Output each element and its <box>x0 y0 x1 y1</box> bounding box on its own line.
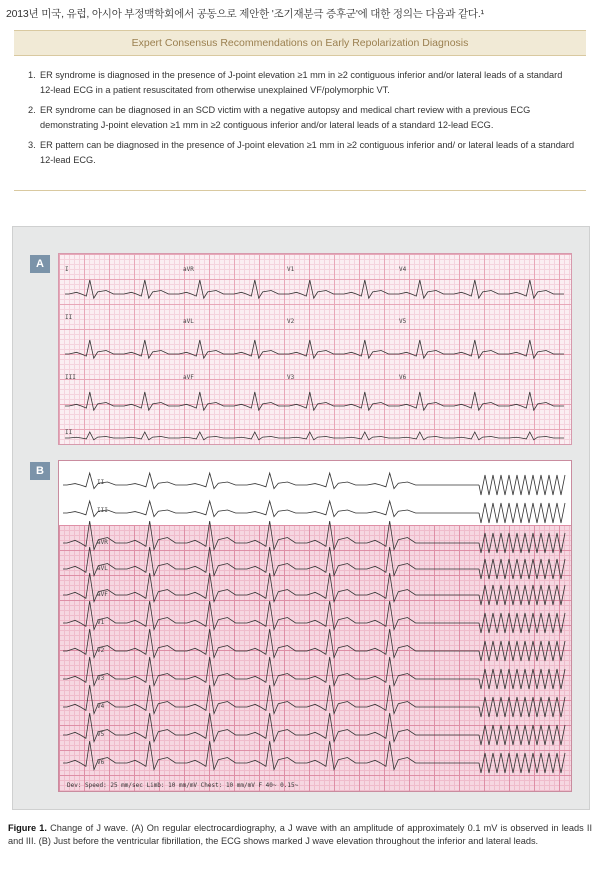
consensus-box <box>14 30 586 191</box>
ecg-b-vf-trace <box>479 503 565 523</box>
ecg-b-vf-trace <box>479 669 565 689</box>
ecg-a-trace <box>65 340 564 358</box>
ecg-b-vf-trace <box>479 533 565 553</box>
item-text: ER pattern can be diagnosed in the presence of J-point elevation ≥1 mm in ≥2 contiguous inferior and/ or lateral leads of a standard 12-lead ECG. <box>40 140 575 165</box>
ecg-b-traces <box>59 461 571 791</box>
consensus-title: Expert Consensus Recommendations on Early Repolarization Diagnosis <box>14 30 586 56</box>
consensus-item <box>28 138 576 168</box>
panel-a-label: A <box>30 255 50 273</box>
figure-caption <box>8 822 592 848</box>
lead-label: V1 <box>97 619 105 626</box>
ecg-b-footer: Dev: Speed: 25 mm/sec Limb: 10 mm/mV Chest: 10 mm/mV F 40~ 0.15~ <box>67 782 299 789</box>
ecg-a-traces <box>59 254 571 444</box>
ecg-a-trace <box>65 280 564 298</box>
lead-label: V5 <box>399 318 407 325</box>
lead-label: aVF <box>97 591 108 598</box>
lead-label: II <box>65 429 73 436</box>
ecg-b-vf-trace <box>479 753 565 773</box>
caption-label: Figure 1. <box>8 823 47 833</box>
lead-label: V6 <box>399 374 407 381</box>
caption-text: Change of J wave. (A) On regular electrocardiography, a J wave with an amplitude of approximately 0.1 mV is observed in leads II and III. (B) Just before the ventricular fibrillation, the ECG shows marked J wave elevation throughout the inferior and lateral leads. <box>8 823 592 846</box>
lead-label: V1 <box>287 266 295 273</box>
item-text: ER syndrome can be diagnosed in an SCD victim with a negative autopsy and medical chart review with a previous ECG demonstrating J-point elevation ≥1 mm in ≥2 contiguous inferior and/or lateral leads of a standard 12-lead ECG. <box>40 105 531 130</box>
lead-label: V5 <box>97 731 105 738</box>
ecg-b-trace <box>63 713 479 742</box>
ecg-a-rhythm-trace <box>65 432 564 440</box>
consensus-item <box>28 68 576 98</box>
ecg-b-vf-trace <box>479 641 565 661</box>
lead-label: V2 <box>97 647 105 654</box>
lead-label: V3 <box>97 675 105 682</box>
lead-label: V4 <box>97 703 105 710</box>
ecg-panel-b <box>58 460 572 792</box>
consensus-item <box>28 103 576 133</box>
ecg-b-trace <box>63 573 479 602</box>
ecg-a-trace <box>65 392 564 410</box>
ecg-b-vf-trace <box>479 475 565 495</box>
ecg-b-trace <box>63 547 479 576</box>
lead-label: III <box>97 507 108 514</box>
lead-label: aVL <box>183 318 194 325</box>
item-number: 2. <box>28 105 36 115</box>
ecg-b-vf-trace <box>479 697 565 717</box>
ecg-b-vf-trace <box>479 559 565 579</box>
lead-label: aVR <box>183 266 194 273</box>
lead-label: aVL <box>97 565 108 572</box>
item-number: 3. <box>28 140 36 150</box>
ecg-b-trace <box>63 521 479 550</box>
ecg-b-vf-trace <box>479 613 565 633</box>
lead-label: V6 <box>97 759 105 766</box>
lead-label: aVF <box>183 374 194 381</box>
lead-label: II <box>97 479 105 486</box>
ecg-b-trace <box>63 685 479 714</box>
lead-label: I <box>65 266 69 273</box>
lead-label: V4 <box>399 266 407 273</box>
ecg-b-trace <box>63 501 479 517</box>
lead-label: aVR <box>97 539 108 546</box>
ecg-b-trace <box>63 657 479 686</box>
lead-label: II <box>65 314 73 321</box>
panel-b-label: B <box>30 462 50 480</box>
lead-label: V2 <box>287 318 295 325</box>
ecg-b-trace <box>63 473 479 489</box>
ecg-b-vf-trace <box>479 585 565 605</box>
lead-label: III <box>65 374 76 381</box>
item-text: ER syndrome is diagnosed in the presence of J-point elevation ≥1 mm in ≥2 contiguous inferior and/or lateral leads of a standard 12-lead ECG in a patient resuscitated from otherwise unexplained VF/polymorphic VT. <box>40 70 563 95</box>
ecg-b-trace <box>63 741 479 770</box>
intro-text: 2013년 미국, 유럽, 아시아 부정맥학회에서 공동으로 제안한 '조기재분극 증후군'에 대한 정의는 다음과 같다.¹ <box>6 8 484 20</box>
ecg-panel-a <box>58 253 572 445</box>
item-number: 1. <box>28 70 36 80</box>
ecg-b-trace <box>63 601 479 630</box>
consensus-list <box>14 56 586 168</box>
lead-label: V3 <box>287 374 295 381</box>
ecg-b-vf-trace <box>479 725 565 745</box>
ecg-b-trace <box>63 629 479 658</box>
